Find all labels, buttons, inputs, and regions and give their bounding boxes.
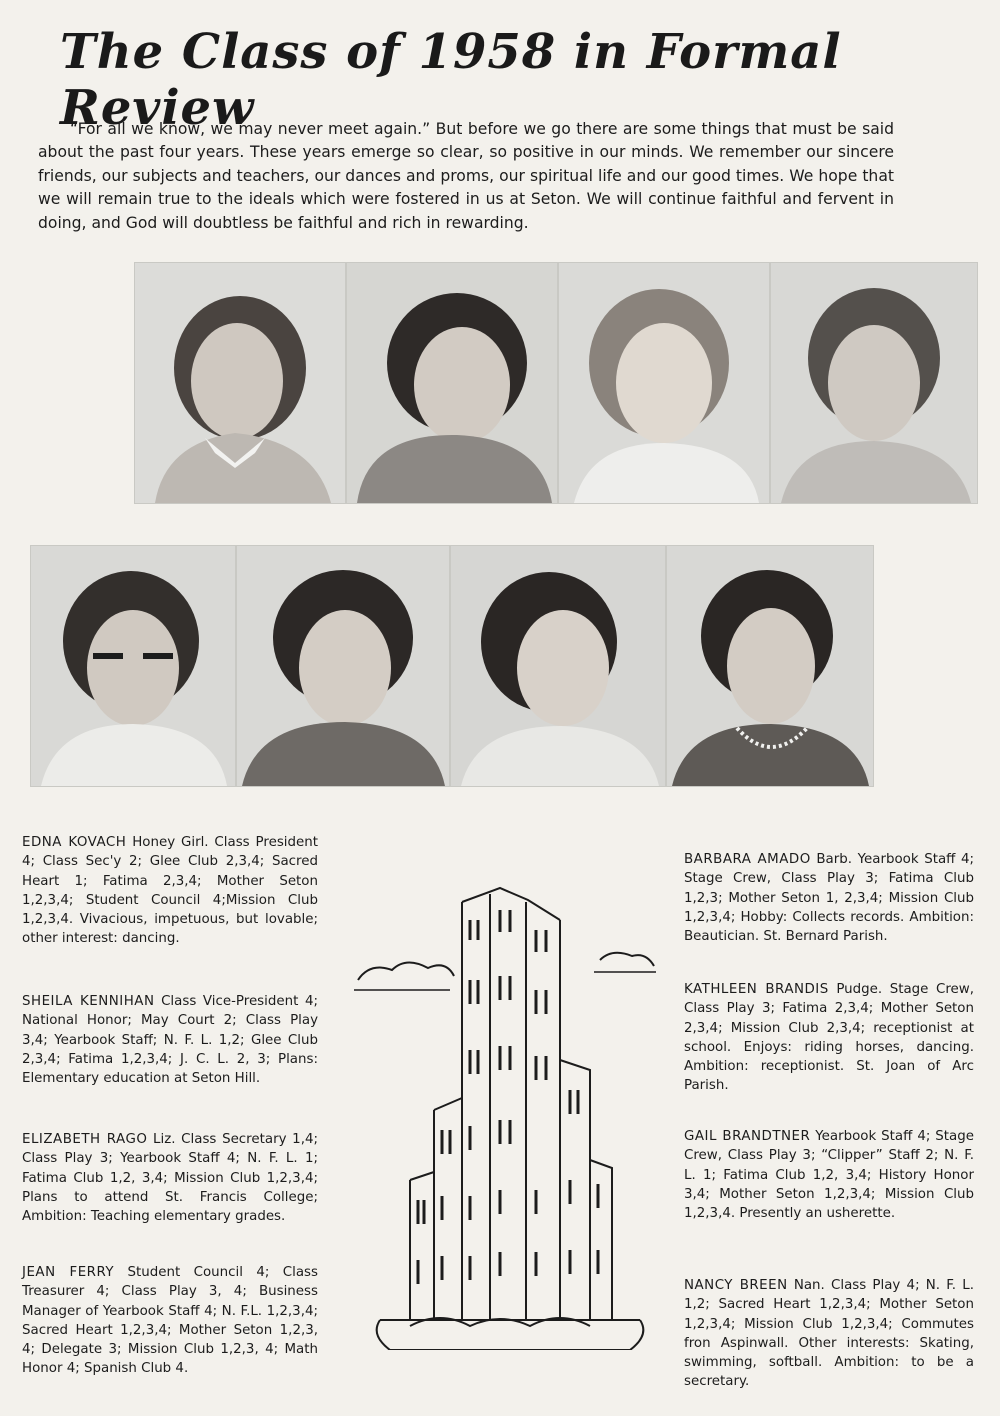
intro-paragraph: “For all we know, we may never meet again.” But before we go there are some things that must be said about the past four years. These years emerge so clear, so positive in our minds. We remember our sincere friends, our subjects and teachers, our dances and proms, our spiritual life and our good times. We hope that we will remain true to the ideals which were fostered in us at Seton. We will continue faithful and fervent in doing, and God will doubtless be faithful and rich in rewarding. (38, 120, 894, 232)
portrait-photo (770, 262, 978, 504)
bio-text: Pudge. Stage Crew, Class Play 3; Fatima 2,3,4; Mother Seton 2,3,4; Mission Club 2,3,4; receptionist at school. Enjoys: riding horses, dancing. Ambition: receptionist. St. Joan of Arc Parish. (684, 982, 974, 1094)
bio-text: Yearbook Staff 4; Stage Crew, Class Play 3; “Clipper” Staff 2; N. F. L. 1; Fatima Club 1,2, 3,4; History Honor 3,4; Mother Seton 1,2,3,4; Mission Club 1,2,3,4. Presently an usherette. (684, 1129, 974, 1222)
portrait-photo (558, 262, 770, 504)
portrait-photo (236, 545, 450, 787)
portrait-photo (450, 545, 666, 787)
bio-name: KATHLEEN BRANDIS (684, 982, 829, 997)
bio-sheila-kennihan (22, 992, 318, 1088)
bio-text: Liz. Class Secretary 1,4; Class Play 3; Yearbook Staff 4; N. F. L. 1; Fatima Club 1,2, 3,4; Mission Club 1,2,3,4; Plans to attend St. Francis College; Ambition: Teaching elementary grades. (22, 1132, 318, 1225)
bio-name: GAIL BRANDTNER (684, 1129, 811, 1144)
portrait-photo (134, 262, 346, 504)
skyscraper-sketch-icon (350, 880, 660, 1350)
portrait-photo (666, 545, 874, 787)
bio-elizabeth-rago (22, 1130, 318, 1226)
bio-jean-ferry (22, 1263, 318, 1379)
portrait-photo (30, 545, 236, 787)
bio-barbara-amado (684, 850, 974, 946)
bio-text: Barb. Yearbook Staff 4; Stage Crew, Class Play 3; Fatima Club 1,2,3; Mother Seton 1, 2,3,4; Mission Club 1,2,3,4; Hobby: Collects records. Ambition: Beautician. St. Bernard Parish. (684, 852, 975, 945)
page-title: The Class of 1958 in Formal Review (60, 24, 842, 136)
bio-text: Nan. Class Play 4; N. F. L. 1,2; Sacred Heart 1,2,3,4; Mother Seton 1,2,3,4; Mission Club 1,2,3,4; Commutes fron Aspinwall. Other interests: Skating, swimming, softball. Ambition: to be a secretary. (684, 1278, 974, 1390)
bio-name: NANCY BREEN (684, 1278, 788, 1293)
bio-edna-kovach (22, 833, 318, 949)
bio-text: Class Vice-President 4; National Honor; May Court 2; Class Play 3,4; Yearbook Staff; N. F. L. 1,2; Glee Club 2,3,4; Fatima 1,2,3,4; J. C. L. 2, 3; Plans: Elementary education at Seton Hill. (22, 994, 318, 1087)
bio-gail-brandtner (684, 1127, 974, 1223)
bio-name: SHEILA KENNIHAN (22, 994, 155, 1009)
portrait-photo (346, 262, 558, 504)
bio-text: Student Council 4; Class Treasurer 4; Class Play 3, 4; Business Manager of Yearbook Staff 4; N. F.L. 1,2,3,4; Sacred Heart 1,2,3,4; Mother Seton 1,2,3, 4; Delegate 3; Mission Club 1,2,3, 4; Math Honor 4; Spanish Club 4. (22, 1265, 319, 1377)
bio-name: BARBARA AMADO (684, 852, 811, 867)
bio-name: JEAN FERRY (22, 1265, 115, 1280)
bio-nancy-breen (684, 1276, 974, 1392)
bio-name: EDNA KOVACH (22, 835, 127, 850)
bio-kathleen-brandis (684, 980, 974, 1096)
bio-name: ELIZABETH RAGO (22, 1132, 148, 1147)
bio-text: Honey Girl. Class President 4; Class Sec'y 2; Glee Club 2,3,4; Sacred Heart 1; Fatima 2,3,4; Mother Seton 1,2,3,4; Student Council 4;Mission Club 1,2,3,4. Vivacious, impetuous, but lovable; other interest: dancing. (22, 835, 318, 947)
